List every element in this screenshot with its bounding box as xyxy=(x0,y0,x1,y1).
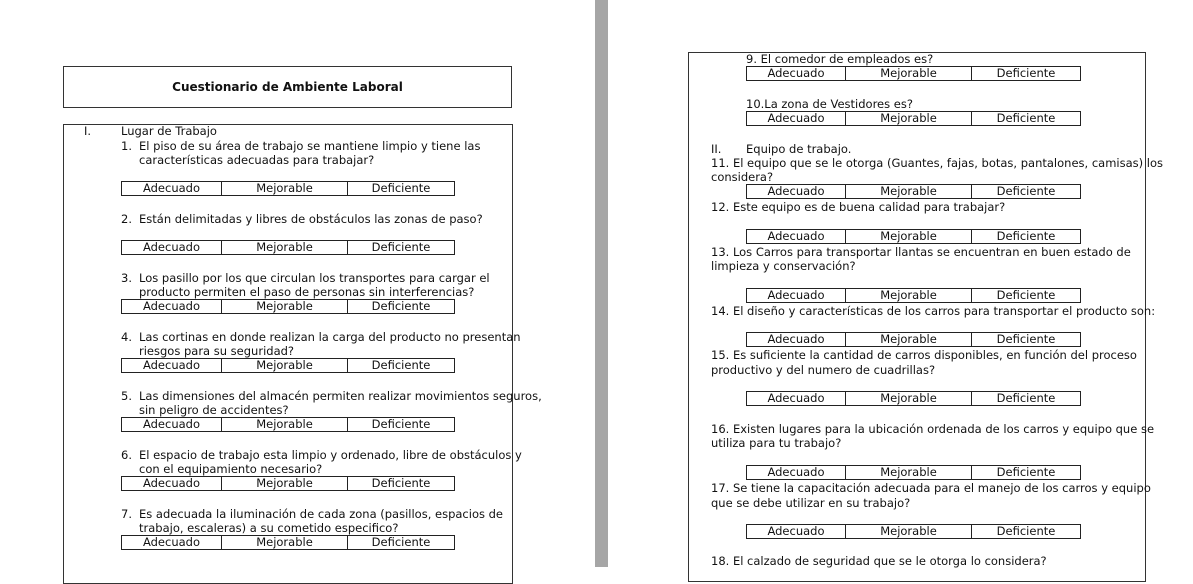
answer-options xyxy=(746,111,1081,126)
question-text: El espacio de trabajo esta limpio y ordenado, libre de obstáculos y xyxy=(139,448,522,462)
option-deficiente[interactable]: Deficiente xyxy=(371,240,431,254)
question-text: sin peligro de accidentes? xyxy=(139,403,289,417)
question-text: que se debe utilizar en su trabajo? xyxy=(711,496,911,510)
option-deficiente[interactable]: Deficiente xyxy=(996,391,1056,405)
title-box xyxy=(63,66,512,108)
answer-options xyxy=(121,240,455,255)
question-number: 5. xyxy=(121,389,132,403)
answer-options xyxy=(746,524,1081,539)
option-deficiente[interactable]: Deficiente xyxy=(371,417,431,431)
option-adecuado[interactable]: Adecuado xyxy=(122,359,222,372)
question-text: El piso de su área de trabajo se mantiene limpio y tiene las xyxy=(139,139,481,153)
answer-options xyxy=(746,332,1081,347)
option-deficiente[interactable]: Deficiente xyxy=(371,299,431,313)
question-text: 16. Existen lugares para la ubicación ordenada de los carros y equipo que se xyxy=(711,422,1155,436)
answer-options xyxy=(746,229,1081,244)
option-mejorable[interactable]: Mejorable xyxy=(846,333,972,346)
answer-options xyxy=(121,476,455,491)
answer-options xyxy=(121,535,455,550)
question-text: limpieza y conservación? xyxy=(711,259,856,273)
option-deficiente[interactable]: Deficiente xyxy=(996,524,1056,538)
option-mejorable[interactable]: Mejorable xyxy=(222,359,348,372)
option-adecuado[interactable]: Adecuado xyxy=(122,418,222,431)
section-title: Lugar de Trabajo xyxy=(121,124,217,138)
question-number: 4. xyxy=(121,330,132,344)
option-deficiente[interactable]: Deficiente xyxy=(371,358,431,372)
option-deficiente[interactable]: Deficiente xyxy=(371,535,431,549)
question-text: 12. Este equipo es de buena calidad para trabajar? xyxy=(711,200,1006,214)
option-deficiente[interactable]: Deficiente xyxy=(996,111,1056,125)
answer-options xyxy=(746,391,1081,406)
option-deficiente[interactable]: Deficiente xyxy=(996,465,1056,479)
question-number: 2. xyxy=(121,212,132,226)
option-deficiente[interactable]: Deficiente xyxy=(996,288,1056,302)
option-mejorable[interactable]: Mejorable xyxy=(846,289,972,302)
answer-options xyxy=(746,288,1081,303)
question-text: 9. El comedor de empleados es? xyxy=(746,52,934,66)
document-page-left xyxy=(0,0,595,567)
question-text: Es adecuada la iluminación de cada zona (pasillos, espacios de xyxy=(139,507,504,521)
option-mejorable[interactable]: Mejorable xyxy=(846,67,972,80)
question-text: Están delimitadas y libres de obstáculos las zonas de paso? xyxy=(139,212,483,226)
option-deficiente[interactable]: Deficiente xyxy=(996,66,1056,80)
answer-options xyxy=(121,358,455,373)
question-number: 7. xyxy=(121,507,132,521)
option-mejorable[interactable]: Mejorable xyxy=(222,477,348,490)
question-text: productivo y del numero de cuadrillas? xyxy=(711,363,936,377)
page-gap xyxy=(595,0,608,567)
section-title: Equipo de trabajo. xyxy=(746,142,852,156)
question-text: utiliza para tu trabajo? xyxy=(711,436,842,450)
section-numeral: II. xyxy=(711,142,722,156)
option-mejorable[interactable]: Mejorable xyxy=(222,536,348,549)
option-deficiente[interactable]: Deficiente xyxy=(371,476,431,490)
page-title: Cuestionario de Ambiente Laboral xyxy=(172,80,403,94)
option-mejorable[interactable]: Mejorable xyxy=(846,112,972,125)
question-text: producto permiten el paso de personas sin interferencias? xyxy=(139,285,475,299)
question-text: 10.La zona de Vestidores es? xyxy=(746,97,913,111)
question-number: 1. xyxy=(121,139,132,153)
option-mejorable[interactable]: Mejorable xyxy=(222,418,348,431)
option-adecuado[interactable]: Adecuado xyxy=(122,241,222,254)
option-adecuado[interactable]: Adecuado xyxy=(747,112,846,125)
option-adecuado[interactable]: Adecuado xyxy=(122,182,222,195)
question-text: 14. El diseño y características de los carros para transportar el producto son: xyxy=(711,304,1156,318)
option-deficiente[interactable]: Deficiente xyxy=(996,332,1056,346)
question-text: con el equipamiento necesario? xyxy=(139,462,323,476)
question-text: 15. Es suficiente la cantidad de carros disponibles, en función del proceso xyxy=(711,348,1137,362)
option-adecuado[interactable]: Adecuado xyxy=(747,392,846,405)
option-adecuado[interactable]: Adecuado xyxy=(747,67,846,80)
question-text: Las dimensiones del almacén permiten realizar movimientos seguros, xyxy=(139,389,542,403)
option-adecuado[interactable]: Adecuado xyxy=(747,289,846,302)
question-text: riesgos para su seguridad? xyxy=(139,344,295,358)
option-adecuado[interactable]: Adecuado xyxy=(122,477,222,490)
answer-options xyxy=(746,184,1081,199)
answer-options xyxy=(746,66,1081,81)
option-adecuado[interactable]: Adecuado xyxy=(747,185,846,198)
option-adecuado[interactable]: Adecuado xyxy=(747,333,846,346)
question-text: trabajo, escaleras) a su cometido especifico? xyxy=(139,521,399,535)
option-adecuado[interactable]: Adecuado xyxy=(747,525,846,538)
question-text: Las cortinas en donde realizan la carga del producto no presentan xyxy=(139,330,521,344)
document-page-right xyxy=(608,0,1193,567)
option-mejorable[interactable]: Mejorable xyxy=(846,392,972,405)
option-adecuado[interactable]: Adecuado xyxy=(122,300,222,313)
question-text: 11. El equipo que se le otorga (Guantes, fajas, botas, pantalones, camisas) los xyxy=(711,156,1163,170)
answer-options xyxy=(121,417,455,432)
question-text: considera? xyxy=(711,170,774,184)
option-adecuado[interactable]: Adecuado xyxy=(122,536,222,549)
question-number: 6. xyxy=(121,448,132,462)
option-deficiente[interactable]: Deficiente xyxy=(371,181,431,195)
option-adecuado[interactable]: Adecuado xyxy=(747,230,846,243)
option-adecuado[interactable]: Adecuado xyxy=(747,466,846,479)
question-text: Los pasillo por los que circulan los transportes para cargar el xyxy=(139,271,490,285)
option-mejorable[interactable]: Mejorable xyxy=(846,230,972,243)
option-deficiente[interactable]: Deficiente xyxy=(996,229,1056,243)
option-deficiente[interactable]: Deficiente xyxy=(996,184,1056,198)
answer-options xyxy=(121,181,455,196)
option-mejorable[interactable]: Mejorable xyxy=(846,525,972,538)
question-text: 17. Se tiene la capacitación adecuada para el manejo de los carros y equipo xyxy=(711,481,1151,495)
answer-options xyxy=(746,465,1081,480)
question-text: características adecuadas para trabajar? xyxy=(139,153,375,167)
option-mejorable[interactable]: Mejorable xyxy=(222,241,348,254)
option-mejorable[interactable]: Mejorable xyxy=(846,185,972,198)
question-text: 18. El calzado de seguridad que se le otorga lo considera? xyxy=(711,554,1047,568)
option-mejorable[interactable]: Mejorable xyxy=(222,300,348,313)
section-numeral: I. xyxy=(84,124,92,138)
question-number: 3. xyxy=(121,271,132,285)
option-mejorable[interactable]: Mejorable xyxy=(846,466,972,479)
option-mejorable[interactable]: Mejorable xyxy=(222,182,348,195)
answer-options xyxy=(121,299,455,314)
question-text: 13. Los Carros para transportar llantas se encuentran en buen estado de xyxy=(711,245,1131,259)
